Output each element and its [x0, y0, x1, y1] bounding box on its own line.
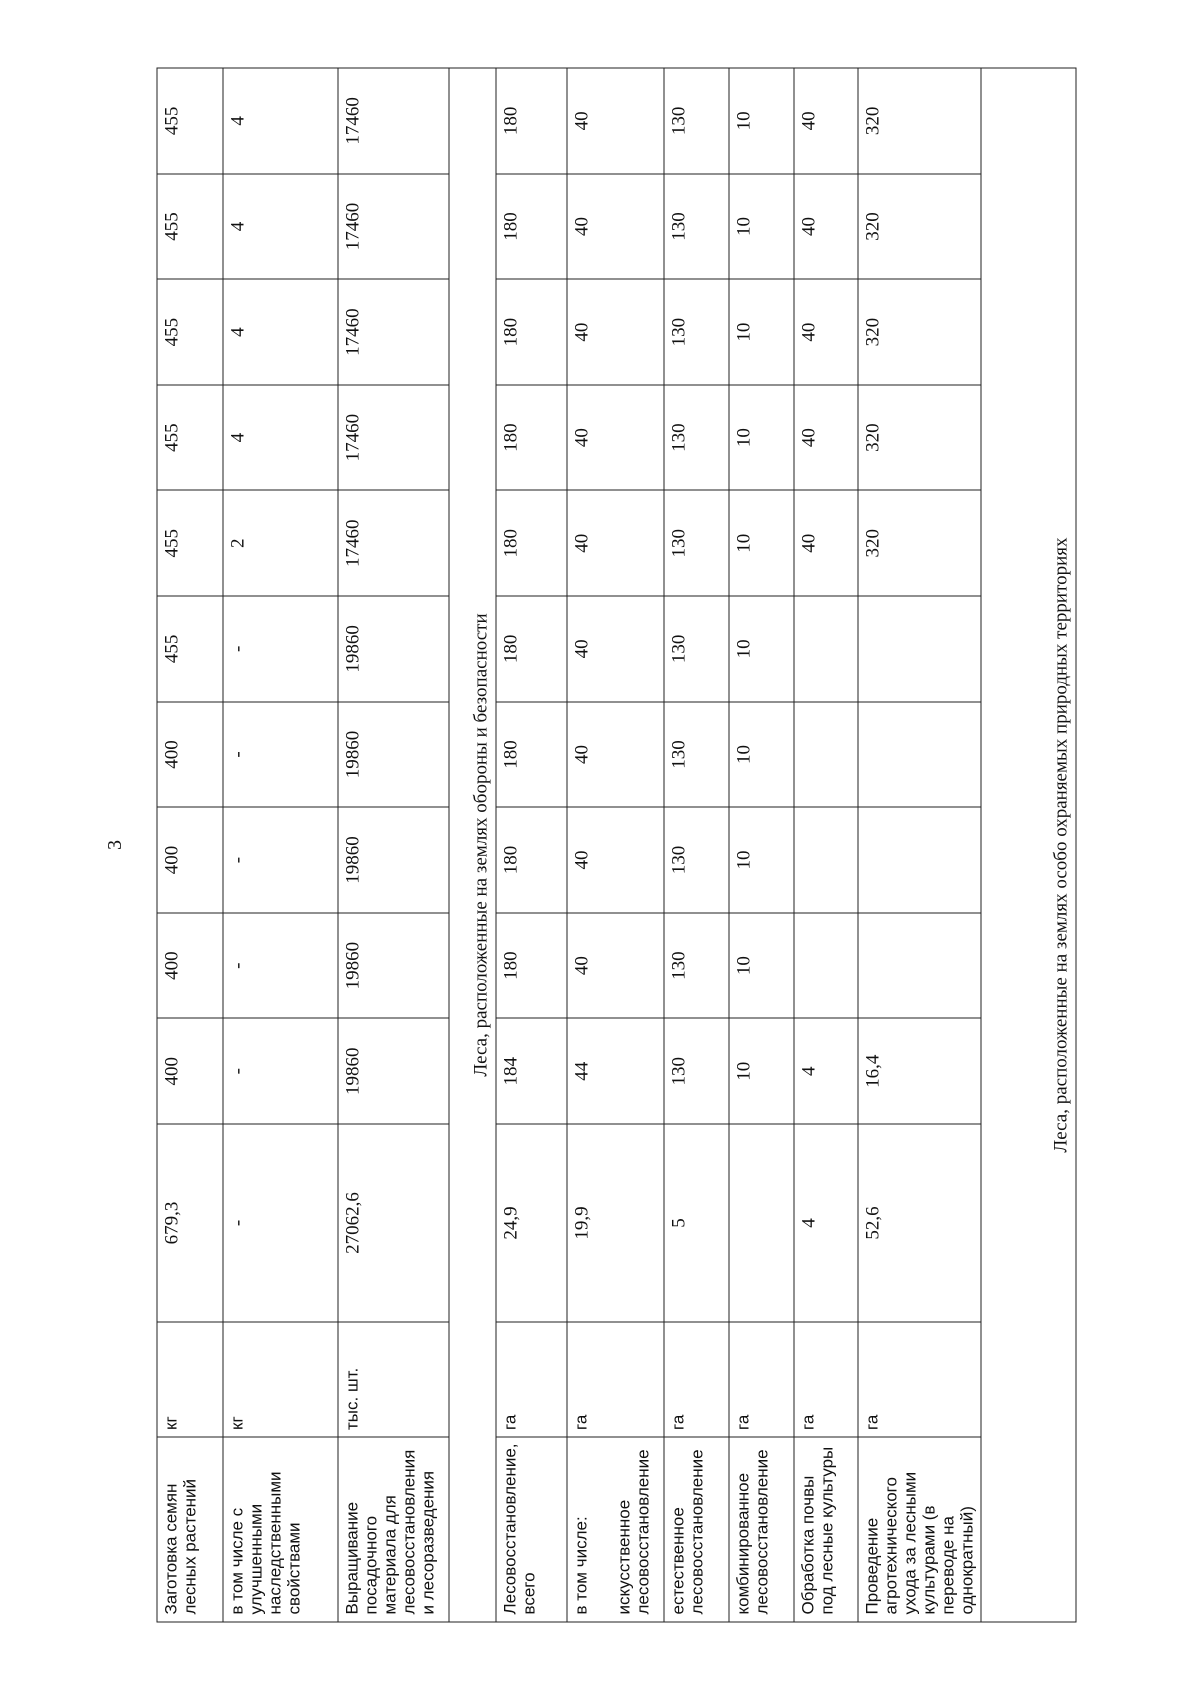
value-cell: 19860: [338, 807, 449, 913]
subheader-label: в том числе:: [571, 1516, 591, 1615]
value-cell: [794, 596, 858, 702]
value-cell: [794, 807, 858, 913]
activity-name: [664, 1437, 729, 1622]
value-cell: 10: [729, 68, 794, 174]
value-cell: 130: [664, 490, 729, 596]
value-cell: 130: [664, 807, 729, 913]
value-cell: 180: [496, 279, 567, 385]
activity-name-text: Лесовосстановление, всего: [500, 1443, 539, 1615]
value-cell: 400: [157, 1018, 223, 1124]
value-cell: 320: [858, 385, 981, 491]
value-cell: 40: [567, 596, 664, 702]
table-row: [338, 68, 449, 1622]
value-cell: 19860: [338, 913, 449, 1019]
activity-name-text: Заготовка семян лесных растений: [161, 1478, 200, 1615]
value-cell: 4: [794, 1018, 858, 1124]
value-cell: 455: [157, 490, 223, 596]
table-row: [794, 68, 858, 1622]
unit-cell: тыс. шт.: [338, 1322, 449, 1438]
value-cell: 40: [794, 279, 858, 385]
value-cell: 52,6: [858, 1124, 981, 1322]
value-cell: -: [223, 1018, 338, 1124]
value-cell: 455: [157, 68, 223, 174]
value-cell: 40: [567, 490, 664, 596]
value-cell: [858, 596, 981, 702]
value-cell: 27062,6: [338, 1124, 449, 1322]
value-cell: 10: [729, 596, 794, 702]
value-cell: 17460: [338, 174, 449, 280]
activity-name-text: Выращивание посадочного материала для лесовосстановления и лесоразведения: [342, 1449, 438, 1615]
value-cell: 5: [664, 1124, 729, 1322]
value-cell: 130: [664, 913, 729, 1019]
value-cell: 130: [664, 596, 729, 702]
value-cell: 10: [729, 279, 794, 385]
activity-name: [338, 1437, 449, 1622]
value-cell: 10: [729, 490, 794, 596]
value-cell: 24,9: [496, 1124, 567, 1322]
value-cell: 40: [794, 68, 858, 174]
value-cell: 320: [858, 68, 981, 174]
activity-name: [567, 1437, 664, 1622]
section-row: [981, 68, 1076, 1622]
value-cell: 19,9: [567, 1124, 664, 1322]
unit-cell: га: [496, 1322, 567, 1438]
value-cell: 4: [223, 174, 338, 280]
activity-name: [794, 1437, 858, 1622]
activity-name-text: Проведение агротехнического ухода за лесными культурами (в переводе на однократный): [862, 1471, 977, 1615]
value-cell: 400: [157, 913, 223, 1019]
value-cell: 180: [496, 68, 567, 174]
value-cell: 184: [496, 1018, 567, 1124]
section-row: [449, 68, 496, 1622]
table-row: [223, 68, 338, 1622]
unit-cell: кг: [157, 1322, 223, 1438]
value-cell: [858, 913, 981, 1019]
value-cell: 10: [729, 1018, 794, 1124]
value-cell: 40: [567, 913, 664, 1019]
value-cell: 10: [729, 913, 794, 1019]
value-cell: 17460: [338, 68, 449, 174]
table-row: [664, 68, 729, 1622]
value-cell: [794, 702, 858, 808]
value-cell: 40: [567, 807, 664, 913]
value-cell: 40: [567, 68, 664, 174]
unit-cell: га: [664, 1322, 729, 1438]
value-cell: 130: [664, 1018, 729, 1124]
value-cell: 44: [567, 1018, 664, 1124]
activity-name-text: Обработка почвы под лесные культуры: [798, 1446, 837, 1615]
unit-cell: га: [794, 1322, 858, 1438]
value-cell: 10: [729, 807, 794, 913]
table-row: [729, 68, 794, 1622]
value-cell: -: [223, 1124, 338, 1322]
value-cell: 180: [496, 490, 567, 596]
value-cell: [794, 913, 858, 1019]
section-title: Леса, расположенные на землях обороны и безопасности: [449, 68, 496, 1622]
value-cell: 130: [664, 702, 729, 808]
value-cell: 17460: [338, 490, 449, 596]
value-cell: 130: [664, 174, 729, 280]
value-cell: 40: [567, 174, 664, 280]
value-cell: 17460: [338, 385, 449, 491]
value-cell: 40: [794, 385, 858, 491]
value-cell: 4: [794, 1124, 858, 1322]
value-cell: -: [223, 596, 338, 702]
value-cell: 40: [567, 279, 664, 385]
value-cell: 180: [496, 702, 567, 808]
value-cell: 19860: [338, 596, 449, 702]
value-cell: 320: [858, 174, 981, 280]
unit-cell: кг: [223, 1322, 338, 1438]
value-cell: 400: [157, 807, 223, 913]
unit-cell: га: [567, 1322, 664, 1438]
value-cell: 2: [223, 490, 338, 596]
value-cell: 455: [157, 385, 223, 491]
activity-name: [496, 1437, 567, 1622]
value-cell: 10: [729, 174, 794, 280]
table-row: [496, 68, 567, 1622]
value-cell: 17460: [338, 279, 449, 385]
activity-name: [729, 1437, 794, 1622]
table-row: [567, 68, 664, 1622]
value-cell: 19860: [338, 702, 449, 808]
value-cell: 4: [223, 385, 338, 491]
value-cell: 679,3: [157, 1124, 223, 1322]
value-cell: 180: [496, 385, 567, 491]
activity-name: [858, 1437, 981, 1622]
value-cell: 320: [858, 490, 981, 596]
activity-name-text: естественное лесовосстановление: [668, 1449, 707, 1615]
unit-cell: га: [858, 1322, 981, 1438]
rotated-table-container: [157, 68, 1072, 1623]
value-cell: -: [223, 807, 338, 913]
activity-name-text: в том числе с улучшенными наследственными свойствами: [227, 1471, 304, 1615]
unit-cell: га: [729, 1322, 794, 1438]
value-cell: 130: [664, 68, 729, 174]
value-cell: 455: [157, 279, 223, 385]
activity-name: [223, 1437, 338, 1622]
value-cell: 180: [496, 807, 567, 913]
value-cell: 455: [157, 596, 223, 702]
value-cell: [858, 702, 981, 808]
value-cell: 19860: [338, 1018, 449, 1124]
value-cell: -: [223, 913, 338, 1019]
activity-name-text: комбинированное лесовосстановление: [733, 1449, 772, 1615]
value-cell: 400: [157, 702, 223, 808]
activity-name: [157, 1437, 223, 1622]
value-cell: 40: [567, 702, 664, 808]
value-cell: 4: [223, 68, 338, 174]
value-cell: 320: [858, 279, 981, 385]
value-cell: 180: [496, 913, 567, 1019]
table-row: [858, 68, 981, 1622]
section-title: Леса, расположенные на землях особо охраняемых природных территориях: [981, 68, 1076, 1622]
value-cell: 16,4: [858, 1018, 981, 1124]
value-cell: 180: [496, 174, 567, 280]
value-cell: 455: [157, 174, 223, 280]
value-cell: 130: [664, 279, 729, 385]
value-cell: 10: [729, 702, 794, 808]
value-cell: 40: [794, 490, 858, 596]
value-cell: 40: [567, 385, 664, 491]
forestry-activity-table: [157, 68, 1077, 1623]
value-cell: [729, 1124, 794, 1322]
table-row: [157, 68, 223, 1622]
value-cell: 40: [794, 174, 858, 280]
value-cell: 4: [223, 279, 338, 385]
value-cell: -: [223, 702, 338, 808]
activity-name-text: искусственное лесовосстановление: [614, 1449, 653, 1615]
page-number: 3: [104, 840, 126, 850]
value-cell: 10: [729, 385, 794, 491]
value-cell: [858, 807, 981, 913]
value-cell: 130: [664, 385, 729, 491]
value-cell: 180: [496, 596, 567, 702]
